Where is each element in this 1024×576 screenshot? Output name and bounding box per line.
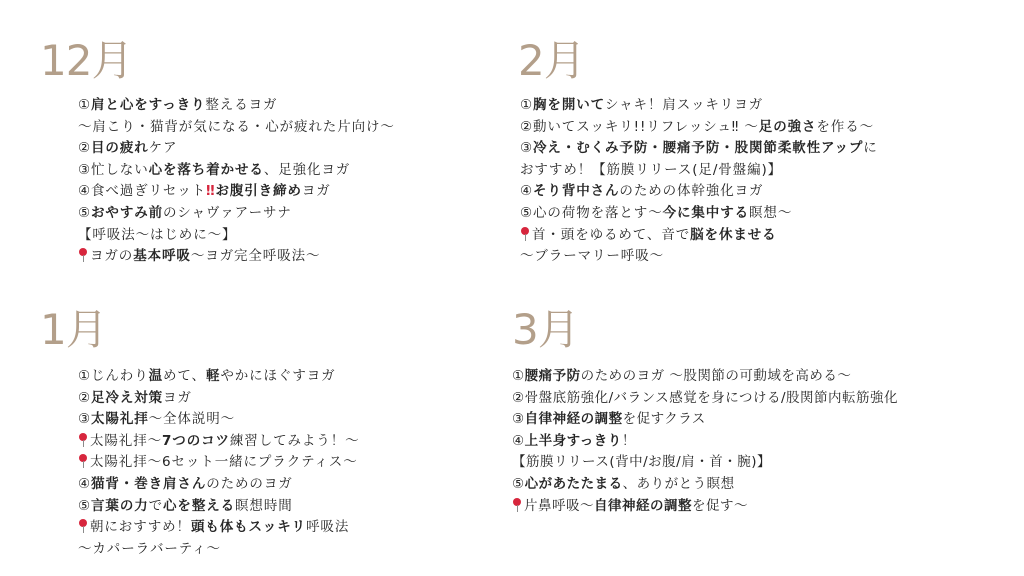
pushpin-icon [78,519,88,533]
list-item: 【呼吸法～はじめに～】 [78,226,237,243]
list-item: ⑤言葉の力で心を整える瞑想時間 [78,497,293,514]
list-item: 太陽礼拝～7つのコツ練習してみよう！～ [78,431,360,453]
pushpin-icon [78,248,88,262]
pushpin-icon [78,454,88,468]
list-item: ①胸を開いてシャキ！肩スッキリヨガ [520,97,764,113]
march-class-list [512,366,898,517]
january-class-list [78,366,360,560]
month-heading-january: 1月 [40,305,107,354]
list-item: ③自律神経の調整を促すクラス [512,411,706,428]
month-heading-february: 2月 [518,36,585,85]
list-item: ③冷え・むくみ予防・腰痛予防・股関節柔軟性アップに [520,140,878,157]
list-item: ②骨盤底筋強化/バランス感覚を身につける/股関節内転筋強化 [512,389,899,406]
list-item: ～ブラーマリー呼吸～ [520,248,664,265]
month-heading-march: 3月 [512,305,579,354]
february-class-list [520,95,878,268]
list-item: ④そり背中さんのための体幹強化ヨガ [520,183,764,200]
double-exclamation-icon: ‼ [206,183,216,200]
list-item: 片鼻呼吸～自律神経の調整を促す～ [512,496,898,518]
list-item: ④猫背・巻き肩さんのためのヨガ [78,475,293,492]
list-item: ～肩こり・猫背が気になる・心が疲れた片向け～ [78,118,395,135]
list-item: ③忙しない心を落ち着かせる、足強化ヨガ [78,161,351,178]
list-item: 首・頭をゆるめて、音で脳を休ませる [520,225,878,247]
list-item: 太陽礼拝～6セット一緒にプラクティス～ [78,452,360,474]
list-item: ヨガの基本呼吸～ヨガ完全呼吸法～ [78,246,395,268]
list-item: ⑤心の荷物を落とす～今に集中する瞑想～ [520,204,793,221]
pushpin-icon [78,433,88,447]
list-item: おすすめ！【筋膜リリース(足/骨盤編)】 [520,161,783,178]
list-item: ④食べ過ぎリセット‼お腹引き締めヨガ [78,183,331,200]
list-item: ②目の疲れケア [78,140,178,157]
list-item: ⑤おやすみ前のシャヴァアーサナ [78,204,292,221]
list-item: ①肩と心をすっきり整えるヨガ [78,97,278,113]
list-item: ③太陽礼拝～全体説明～ [78,411,236,428]
list-item: ①じんわり温めて、軽やかにほぐすヨガ [78,368,336,384]
december-class-list [78,95,395,268]
list-item: ②動いてスッキリ!!リフレッシュ‼ ～足の強さを作る～ [520,118,875,135]
list-item: ④上半身すっきり！ [512,432,636,449]
list-item: ～カパーラバーティ～ [78,540,221,557]
pushpin-icon [512,498,522,512]
list-item: ①腰痛予防のためのヨガ ～股関節の可動域を高める～ [512,368,852,384]
list-item: 【筋膜リリース(背中/お腹/肩・首・腕)】 [512,454,771,471]
pushpin-icon [520,227,530,241]
list-item: 朝におすすめ！頭も体もスッキリ呼吸法 [78,517,360,539]
month-heading-december: 12月 [40,36,133,85]
list-item: ⑤心があたたまる、ありがとう瞑想 [512,475,735,492]
list-item: ②足冷え対策ヨガ [78,389,192,406]
